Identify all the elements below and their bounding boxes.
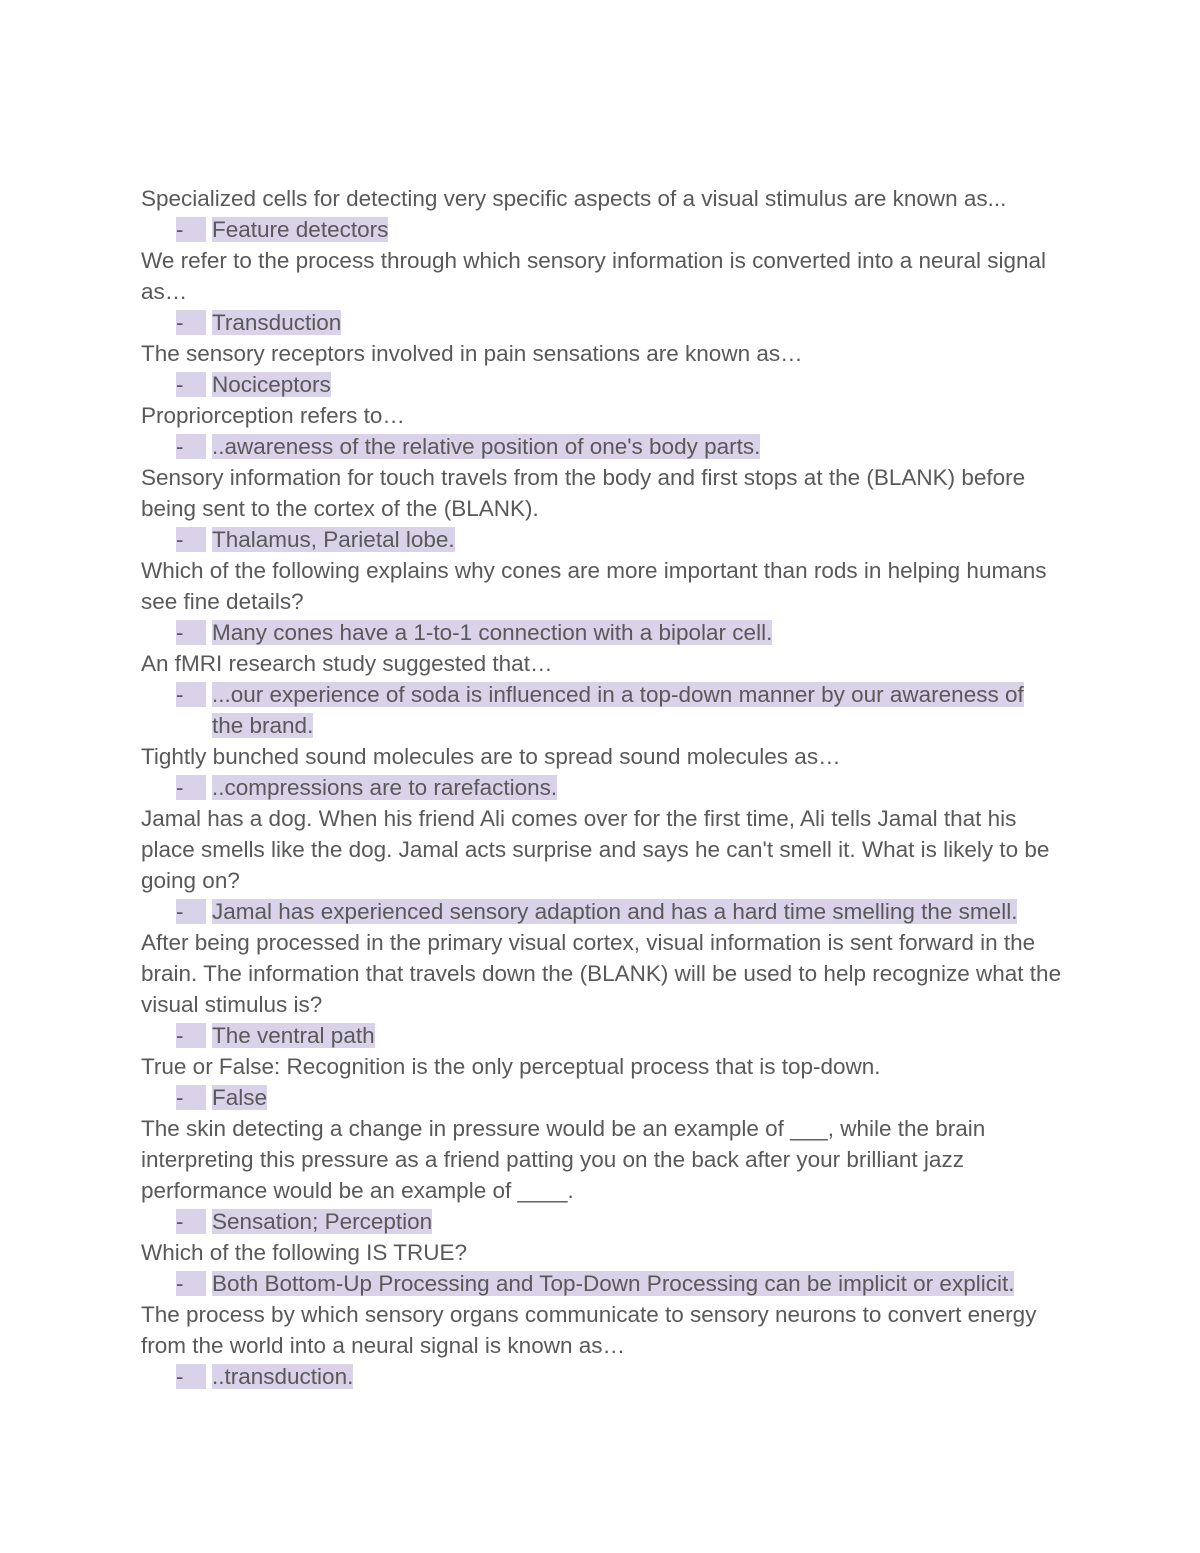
bullet-dash-mark: - (176, 620, 206, 645)
answer-text-wrapper (212, 1361, 353, 1392)
question-text: The sensory receptors involved in pain sensations are known as… (141, 341, 803, 366)
answer-text-wrapper (212, 772, 557, 803)
answer-text: Jamal has experienced sensory adaption and has a hard time smelling the smell. (212, 899, 1018, 924)
answer-text-wrapper (212, 1268, 1014, 1299)
question-text: True or False: Recognition is the only perceptual process that is top-down. (141, 1054, 881, 1079)
question-text: Which of the following explains why cones are more important than rods in helping humans see fine details? (141, 558, 1047, 614)
bullet-dash (176, 679, 212, 741)
bullet-dash-mark: - (176, 1023, 206, 1048)
answer-text-wrapper (212, 524, 455, 555)
answer-item (141, 772, 1071, 803)
answer-text: Both Bottom-Up Processing and Top-Down Processing can be implicit or explicit. (212, 1271, 1015, 1296)
bullet-dash (176, 896, 212, 927)
answer-item (141, 307, 1071, 338)
question-text: The skin detecting a change in pressure would be an example of ___, while the brain interpreting this pressure as a friend patting you on the back after your brilliant jazz performance would be an example of ____. (141, 1116, 986, 1203)
answer-item (141, 1082, 1071, 1113)
bullet-dash-mark: - (176, 775, 206, 800)
answer-item (141, 617, 1071, 648)
answer-text: Thalamus, Parietal lobe. (212, 527, 455, 552)
bullet-dash-mark: - (176, 434, 206, 459)
bullet-dash (176, 369, 212, 400)
answer-item (141, 1361, 1071, 1392)
answer-item (141, 214, 1071, 245)
bullet-dash-mark: - (176, 682, 206, 707)
question-text: After being processed in the primary visual cortex, visual information is sent forward in the brain. The information that travels down the (BLANK) will be used to help recognize what the visual stimulus is? (141, 930, 1062, 1017)
answer-item (141, 524, 1071, 555)
bullet-dash-mark: - (176, 1085, 206, 1110)
answer-text: ...our experience of soda is influenced in a top-down manner by our awareness of the brand. (212, 682, 1024, 738)
question-text: We refer to the process through which sensory information is converted into a neural signal as… (141, 248, 1047, 304)
bullet-dash (176, 617, 212, 648)
answer-text-wrapper (212, 431, 760, 462)
bullet-dash-mark: - (176, 1271, 206, 1296)
answer-text-wrapper (212, 1082, 267, 1113)
answer-item (141, 369, 1071, 400)
answer-text-wrapper (212, 1206, 432, 1237)
answer-text: Transduction (212, 310, 342, 335)
bullet-dash-mark: - (176, 372, 206, 397)
answer-text: ..awareness of the relative position of one's body parts. (212, 434, 761, 459)
bullet-dash-mark: - (176, 1209, 206, 1234)
answer-text-wrapper (212, 617, 772, 648)
bullet-dash (176, 1361, 212, 1392)
bullet-dash (176, 1082, 212, 1113)
answer-text-wrapper (212, 1020, 375, 1051)
bullet-dash-mark: - (176, 899, 206, 924)
bullet-dash (176, 1268, 212, 1299)
bullet-dash-mark: - (176, 1364, 206, 1389)
question-text: Jamal has a dog. When his friend Ali comes over for the first time, Ali tells Jamal that his place smells like the dog. Jamal acts surprise and says he can't smell it. What is likely to be going on? (141, 806, 1050, 893)
answer-text: ..compressions are to rarefactions. (212, 775, 558, 800)
question-text: Specialized cells for detecting very specific aspects of a visual stimulus are known as... (141, 186, 1007, 211)
bullet-dash-mark: - (176, 310, 206, 335)
question-text: Propriorception refers to… (141, 403, 405, 428)
answer-text-wrapper (212, 214, 388, 245)
bullet-dash (176, 524, 212, 555)
answer-text: False (212, 1085, 268, 1110)
answer-text: The ventral path (212, 1023, 375, 1048)
question-text: Which of the following IS TRUE? (141, 1240, 467, 1265)
answer-text: ..transduction. (212, 1364, 354, 1389)
answer-text: Nociceptors (212, 372, 331, 397)
answer-item (141, 1268, 1071, 1299)
bullet-dash (176, 1020, 212, 1051)
bullet-dash (176, 431, 212, 462)
bullet-dash (176, 214, 212, 245)
bullet-dash-mark: - (176, 217, 206, 242)
answer-item (141, 431, 1071, 462)
answer-text-wrapper (212, 307, 341, 338)
answer-text-wrapper (212, 679, 1042, 741)
bullet-dash (176, 1206, 212, 1237)
bullet-dash (176, 772, 212, 803)
answer-item (141, 1020, 1071, 1051)
answer-item (141, 679, 1071, 741)
answer-item (141, 1206, 1071, 1237)
question-text: Tightly bunched sound molecules are to spread sound molecules as… (141, 744, 841, 769)
answer-text: Feature detectors (212, 217, 389, 242)
answer-text-wrapper (212, 369, 331, 400)
question-text: Sensory information for touch travels from the body and first stops at the (BLANK) before being sent to the cortex of the (BLANK). (141, 465, 1026, 521)
answer-text: Many cones have a 1-to-1 connection with a bipolar cell. (212, 620, 773, 645)
bullet-dash-mark: - (176, 527, 206, 552)
bullet-dash (176, 307, 212, 338)
answer-item (141, 896, 1071, 927)
question-text: An fMRI research study suggested that… (141, 651, 553, 676)
question-text: The process by which sensory organs communicate to sensory neurons to convert energy from the world into a neural signal is known as… (141, 1302, 1037, 1358)
document-page (141, 183, 1071, 1392)
answer-text-wrapper (212, 896, 1017, 927)
answer-text: Sensation; Perception (212, 1209, 433, 1234)
